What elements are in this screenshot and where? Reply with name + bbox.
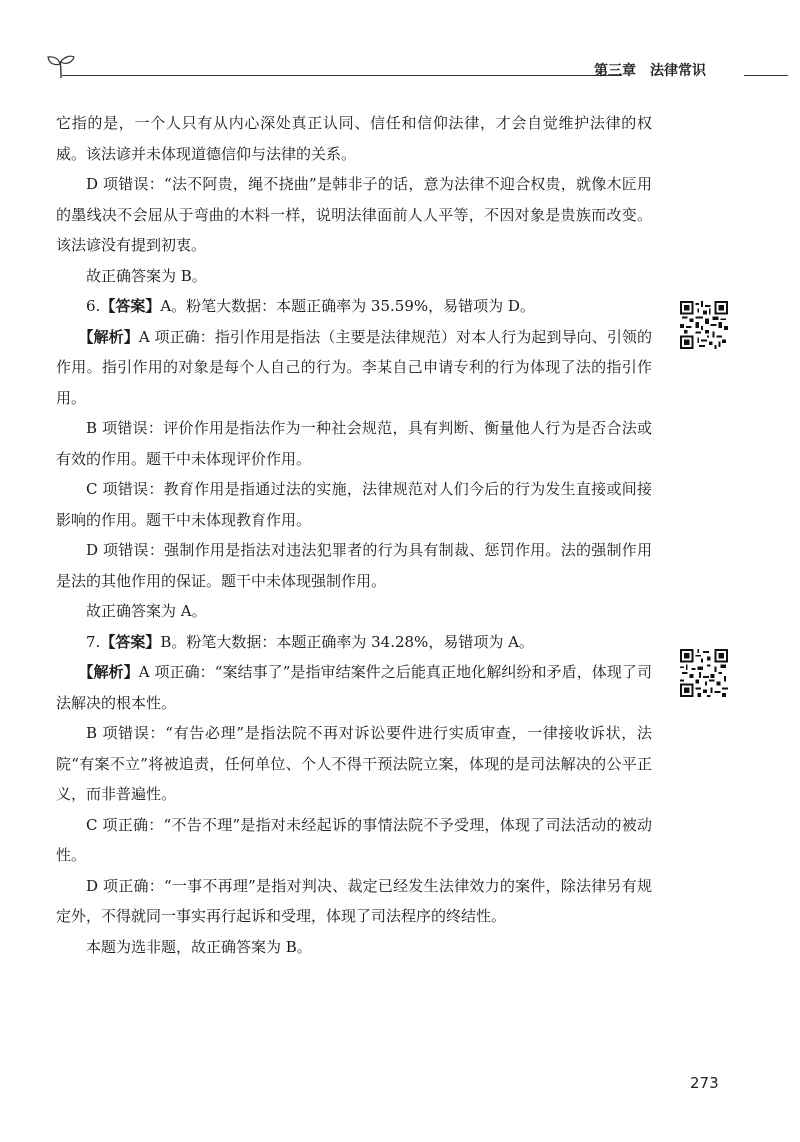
q6-option-d: D 项错误：强制作用是指法对违法犯罪者的行为具有制裁、惩罚作用。法的强制作用是法的其他作用的保证。题干中未体现强制作用。 xyxy=(56,541,652,590)
q7-answer xyxy=(56,627,652,658)
q7-number: 7. xyxy=(86,632,101,651)
paragraph-conclusion: 故正确答案为 B。 xyxy=(86,266,207,285)
q6-answer-tag: 【答案】 xyxy=(100,297,161,315)
chapter-title: 第三章 法律常识 xyxy=(594,63,706,79)
page-number: 273 xyxy=(690,1074,719,1092)
q7-conclusion: 本题为选非题，故正确答案为 B。 xyxy=(86,937,312,956)
header-rule-left xyxy=(62,75,622,76)
q6-option-c: C 项错误：教育作用是指通过法的实施，法律规范对人们今后的行为发生直接或间接影响的作用。题干中未体现教育作用。 xyxy=(56,480,652,529)
q7-analysis xyxy=(56,657,652,718)
qr-code-icon[interactable] xyxy=(680,300,728,350)
page-body xyxy=(56,108,652,962)
q7-option-d: D 项正确：“一事不再理”是指对判决、裁定已经发生法律效力的案件，除法律另有规定外，不得就同一事实再行起诉和受理，体现了司法程序的终结性。 xyxy=(56,876,652,925)
q7-answer-tag: 【答案】 xyxy=(100,632,161,651)
q6-answer-text: A。粉笔大数据：本题正确率为 35.59%，易错项为 D。 xyxy=(160,297,535,315)
q6-analysis-tag: 【解析】 xyxy=(78,327,139,346)
q6-number: 6. xyxy=(86,297,101,315)
header-rule-right xyxy=(744,75,788,76)
q6-option-b: B 项错误：评价作用是指法作为一种社会规范，具有判断、衡量他人行为是否合法或有效的作用。题干中未体现评价作用。 xyxy=(56,419,652,468)
paragraph-continued: 它指的是，一个人只有从内心深处真正认同、信任和信仰法律，才会自觉维护法律的权威。该法谚并未体现道德信仰与法律的关系。 xyxy=(56,114,652,163)
q6-answer xyxy=(56,291,652,322)
page-header xyxy=(40,48,788,88)
q7-option-b: B 项错误：“有告必理”是指法院不再对诉讼要件进行实质审查，一律接收诉状，法院“有案不立”将被追责，任何单位、个人不得干预法院立案，体现的是司法解决的公平正义，而非普遍性。 xyxy=(56,724,652,803)
qr-code-icon[interactable] xyxy=(680,648,728,698)
q7-option-c: C 项正确：“不告不理”是指对未经起诉的事情法院不予受理，体现了司法活动的被动性。 xyxy=(56,815,652,864)
q6-analysis xyxy=(56,322,652,414)
q7-analysis-text: A 项正确：“案结事了”是指审结案件之后能真正地化解纠纷和矛盾，体现了司法解决的根本性。 xyxy=(56,663,652,712)
q6-conclusion: 故正确答案为 A。 xyxy=(86,602,207,620)
q6-analysis-text: A 项正确：指引作用是指法（主要是法律规范）对本人行为起到导向、引领的作用。指引作用的对象是每个人自己的行为。李某自己申请专利的行为体现了法的指引作用。 xyxy=(56,327,652,407)
paragraph-option-d: D 项错误：“法不阿贵，绳不挠曲”是韩非子的话，意为法律不迎合权贵，就像木匠用的墨线决不会屈从于弯曲的木料一样，说明法律面前人人平等，不因对象是贵族而改变。该法谚没有提到初衷。 xyxy=(56,175,652,254)
q7-answer-text: B。粉笔大数据：本题正确率为 34.28%，易错项为 A。 xyxy=(160,632,534,651)
q7-analysis-tag: 【解析】 xyxy=(78,663,139,681)
